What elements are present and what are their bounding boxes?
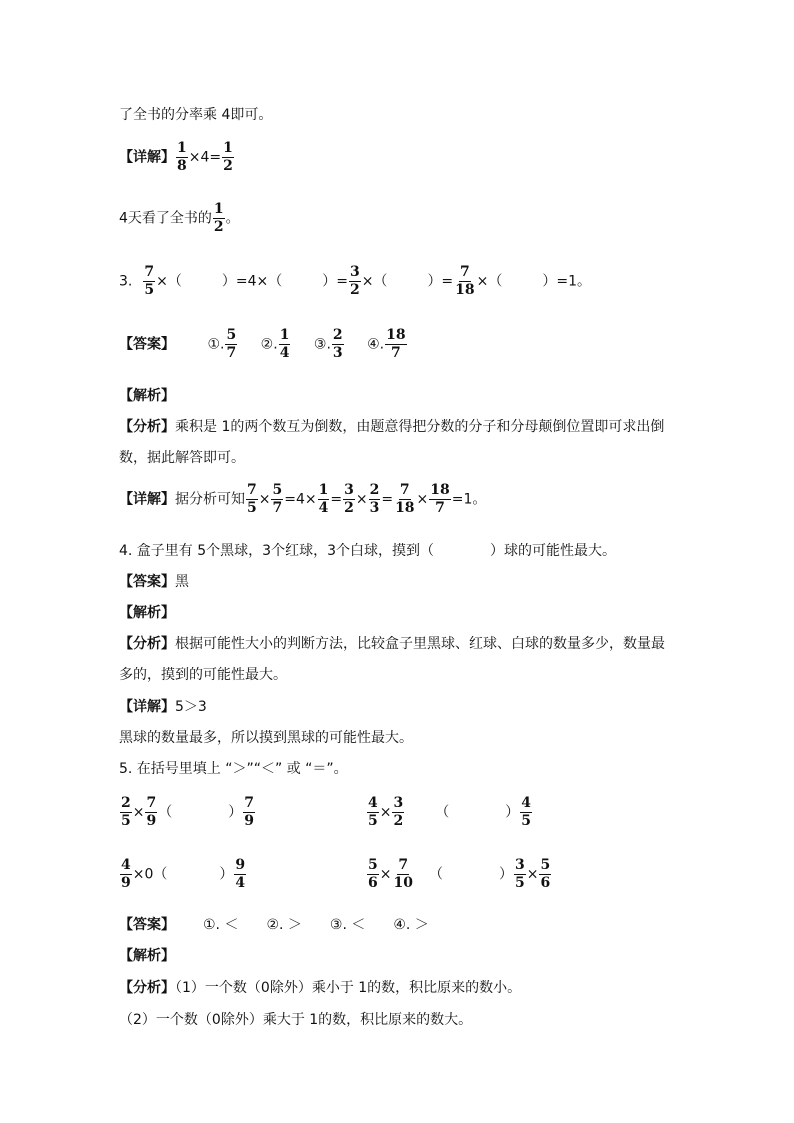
analysis-label: 【解析】	[119, 948, 175, 964]
fraction: $\frac{1}{2}$	[223, 140, 233, 174]
analysis-text: 【分析】根据可能性大小的判断方法，比较盒子里黑球、红球、白球的数量多少，数量最	[119, 636, 665, 652]
fraction: $\frac{1}{2}$	[213, 201, 224, 235]
answer-line: 【答案】黑	[119, 574, 189, 590]
text-line: 了全书的分率乘 4即可。	[119, 107, 273, 123]
fraction: $\frac{2}{3}$	[369, 482, 380, 516]
question-5: 5. 在括号里填上 “＞”“＜” 或 “＝”。	[119, 761, 348, 777]
fraction: $\frac{7}{5}$	[144, 264, 155, 298]
fraction: $\frac{4}{5}$	[368, 795, 378, 829]
fraction: $\frac{4}{5}$	[521, 795, 531, 829]
analysis-text: 【分析】乘积是 1的两个数互为倒数，由题意得把分数的分子和分母颠倒位置即可求出倒	[119, 419, 665, 435]
fraction: $\frac{7}{18}$	[395, 482, 415, 516]
fraction: $\frac{2}{5}$	[121, 795, 131, 829]
fraction: $\frac{3}{2}$	[344, 482, 354, 516]
expression-2: $\frac{4}{5}$ × $\frac{3}{2}$ （ ） $\frac{4}{5}$	[368, 795, 531, 829]
fraction: $\frac{7}{18}$	[455, 264, 475, 298]
answer-line: 【答案】 ①. ＜ ②. ＞ ③. ＜ ④. ＞	[119, 917, 429, 933]
expression-4: $\frac{5}{6}$ × $\frac{7}{10}$ （ ） $\frac{3}{5}$ × $\frac{5}{6}$	[368, 857, 551, 891]
fraction: $\frac{9}{4}$	[235, 857, 246, 891]
question-4: 4. 盒子里有 5个黑球，3个红球，3个白球，摸到（ ）球的可能性最大。	[119, 543, 616, 559]
fraction: $\frac{3}{2}$	[393, 795, 404, 829]
fraction: $\frac{1}{4}$	[318, 482, 329, 516]
fraction: $\frac{2}{3}$	[332, 327, 343, 361]
analysis-text: 多的，摸到的可能性最大。	[119, 667, 287, 683]
fraction: $\frac{1}{4}$	[279, 327, 290, 361]
text-line: 黑球的数量最多，所以摸到黑球的可能性最大。	[119, 730, 413, 746]
fraction: $\frac{5}{6}$	[368, 857, 378, 891]
fraction: $\frac{5}{7}$	[226, 327, 237, 361]
expression-3: $\frac{4}{9}$ ×0（ ） $\frac{9}{4}$	[121, 857, 246, 891]
fraction: $\frac{4}{9}$	[121, 857, 131, 891]
answer-line: 【答案】 ①. $\frac{5}{7}$ ②. $\frac{1}{4}$ ③. $\frac{2}{3}$ ④. $\frac{18}{7}$	[119, 327, 406, 361]
analysis-text: 数，据此解答即可。	[119, 450, 245, 466]
detail-label: 【详解】	[119, 149, 175, 166]
analysis-label: 【解析】	[119, 605, 175, 621]
fraction: $\frac{1}{8}$	[177, 140, 187, 174]
fraction: $\frac{7}{5}$	[247, 482, 257, 516]
analysis-label: 【解析】	[119, 388, 175, 404]
fraction: $\frac{5}{6}$	[540, 857, 551, 891]
fraction: $\frac{18}{7}$	[430, 482, 450, 516]
detail-line: 【详解】据分析可知 $\frac{7}{5}$ × $\frac{5}{7}$ =4× $\frac{1}{4}$ = $\frac{3}{2}$ × $\frac{2}{3}$ = $\frac{7}{18}$ × $\frac{18}{7}$ =1。	[119, 482, 487, 516]
fraction: $\frac{3}{2}$	[349, 264, 360, 298]
blank-paren[interactable]: （ ）	[158, 804, 243, 821]
expression-1: $\frac{2}{5}$ × $\frac{7}{9}$ （ ） $\frac{7}{9}$	[121, 795, 254, 829]
fraction: $\frac{5}{7}$	[272, 482, 283, 516]
question-3: 3. $\frac{7}{5}$ ×（ ）=4×（ ）= $\frac{3}{2}$ ×（ ）= $\frac{7}{18}$ ×（ ）=1。	[119, 264, 592, 298]
analysis-text: （2）一个数（0除外）乘大于 1的数，积比原来的数大。	[119, 1012, 473, 1028]
fraction: $\frac{7}{9}$	[146, 795, 157, 829]
blank-paren[interactable]: （ ）	[428, 866, 513, 883]
fraction: $\frac{3}{5}$	[514, 857, 525, 891]
detail-line: 【详解】5＞3	[119, 699, 207, 715]
analysis-text: 【分析】（1）一个数（0除外）乘小于 1的数，积比原来的数小。	[119, 980, 522, 996]
detail-line: 【详解】 $\frac{1}{8}$ ×4= $\frac{1}{2}$	[119, 140, 233, 174]
text-line: 4天看了全书的 $\frac{1}{2}$ 。	[119, 201, 240, 235]
fraction: $\frac{7}{9}$	[244, 795, 254, 829]
fraction: $\frac{7}{10}$	[393, 857, 413, 891]
fraction: $\frac{18}{7}$	[386, 327, 406, 361]
blank-paren[interactable]: （ ）	[435, 804, 520, 821]
